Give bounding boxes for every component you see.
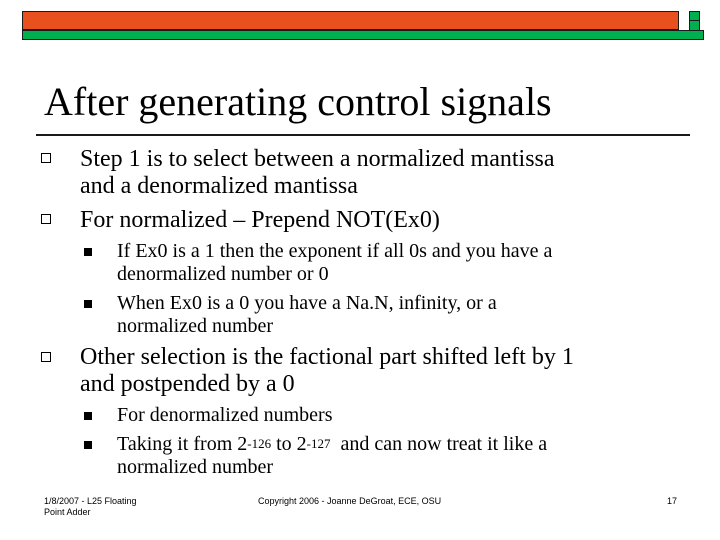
sub-bullet-2 bbox=[117, 292, 497, 338]
bullet-3 bbox=[80, 344, 574, 398]
sub-bullet-4-mid: to 2 bbox=[271, 433, 307, 455]
sub-bullet-1 bbox=[117, 240, 552, 286]
page-number: 17 bbox=[667, 496, 678, 506]
bullet-3-line1: Other selection is the factional part shifted left by 1 bbox=[80, 344, 574, 370]
sub-bullet-4-post: and can now treat it like a bbox=[330, 433, 548, 455]
sub-bullet-2-line2: normalized number bbox=[117, 315, 274, 337]
sub-bullet-marker bbox=[84, 300, 92, 308]
decorative-green-bar bbox=[22, 30, 704, 40]
sub-bullet-1-line1: If Ex0 is a 1 then the exponent if all 0s and you have a bbox=[117, 240, 553, 262]
exponent-2: -127 bbox=[306, 436, 331, 451]
sub-bullet-2-line1: When Ex0 is a 0 you have a Na.N, infinity, or a bbox=[117, 292, 497, 314]
sub-bullet-marker bbox=[84, 248, 92, 256]
bullet-marker bbox=[41, 153, 51, 163]
decorative-square-bottom bbox=[689, 20, 700, 31]
sub-bullet-4 bbox=[117, 433, 547, 479]
bullet-1-line1: Step 1 is to select between a normalized mantissa bbox=[80, 146, 555, 172]
decorative-orange-bar bbox=[22, 11, 679, 30]
footer-copyright: Copyright 2006 - Joanne DeGroat, ECE, OSU bbox=[258, 496, 442, 506]
bullet-2-line1: For normalized – Prepend NOT(Ex0) bbox=[80, 207, 440, 233]
title-divider bbox=[36, 134, 690, 136]
sub-bullet-4-pre: Taking it from 2 bbox=[117, 433, 248, 455]
sub-bullet-3 bbox=[117, 404, 333, 427]
slide-title: After generating control signals bbox=[44, 79, 552, 124]
sub-bullet-4-line1 bbox=[117, 433, 547, 456]
sub-bullet-4-line2: normalized number bbox=[117, 456, 274, 478]
sub-bullet-marker bbox=[84, 441, 92, 449]
sub-bullet-1-line2: denormalized number or 0 bbox=[117, 263, 329, 285]
bullet-1 bbox=[80, 146, 555, 200]
bullet-2 bbox=[80, 207, 440, 234]
footer-left: 1/8/2007 - L25 Floating Point Adder bbox=[44, 496, 137, 517]
bullet-marker bbox=[41, 352, 51, 362]
bullet-1-line2: and a denormalized mantissa bbox=[80, 173, 358, 199]
bullet-3-line2: and postpended by a 0 bbox=[80, 371, 295, 397]
exponent-1: -126 bbox=[247, 436, 272, 451]
sub-bullet-marker bbox=[84, 412, 92, 420]
sub-bullet-3-line1: For denormalized numbers bbox=[117, 404, 333, 426]
bullet-marker bbox=[41, 214, 51, 224]
